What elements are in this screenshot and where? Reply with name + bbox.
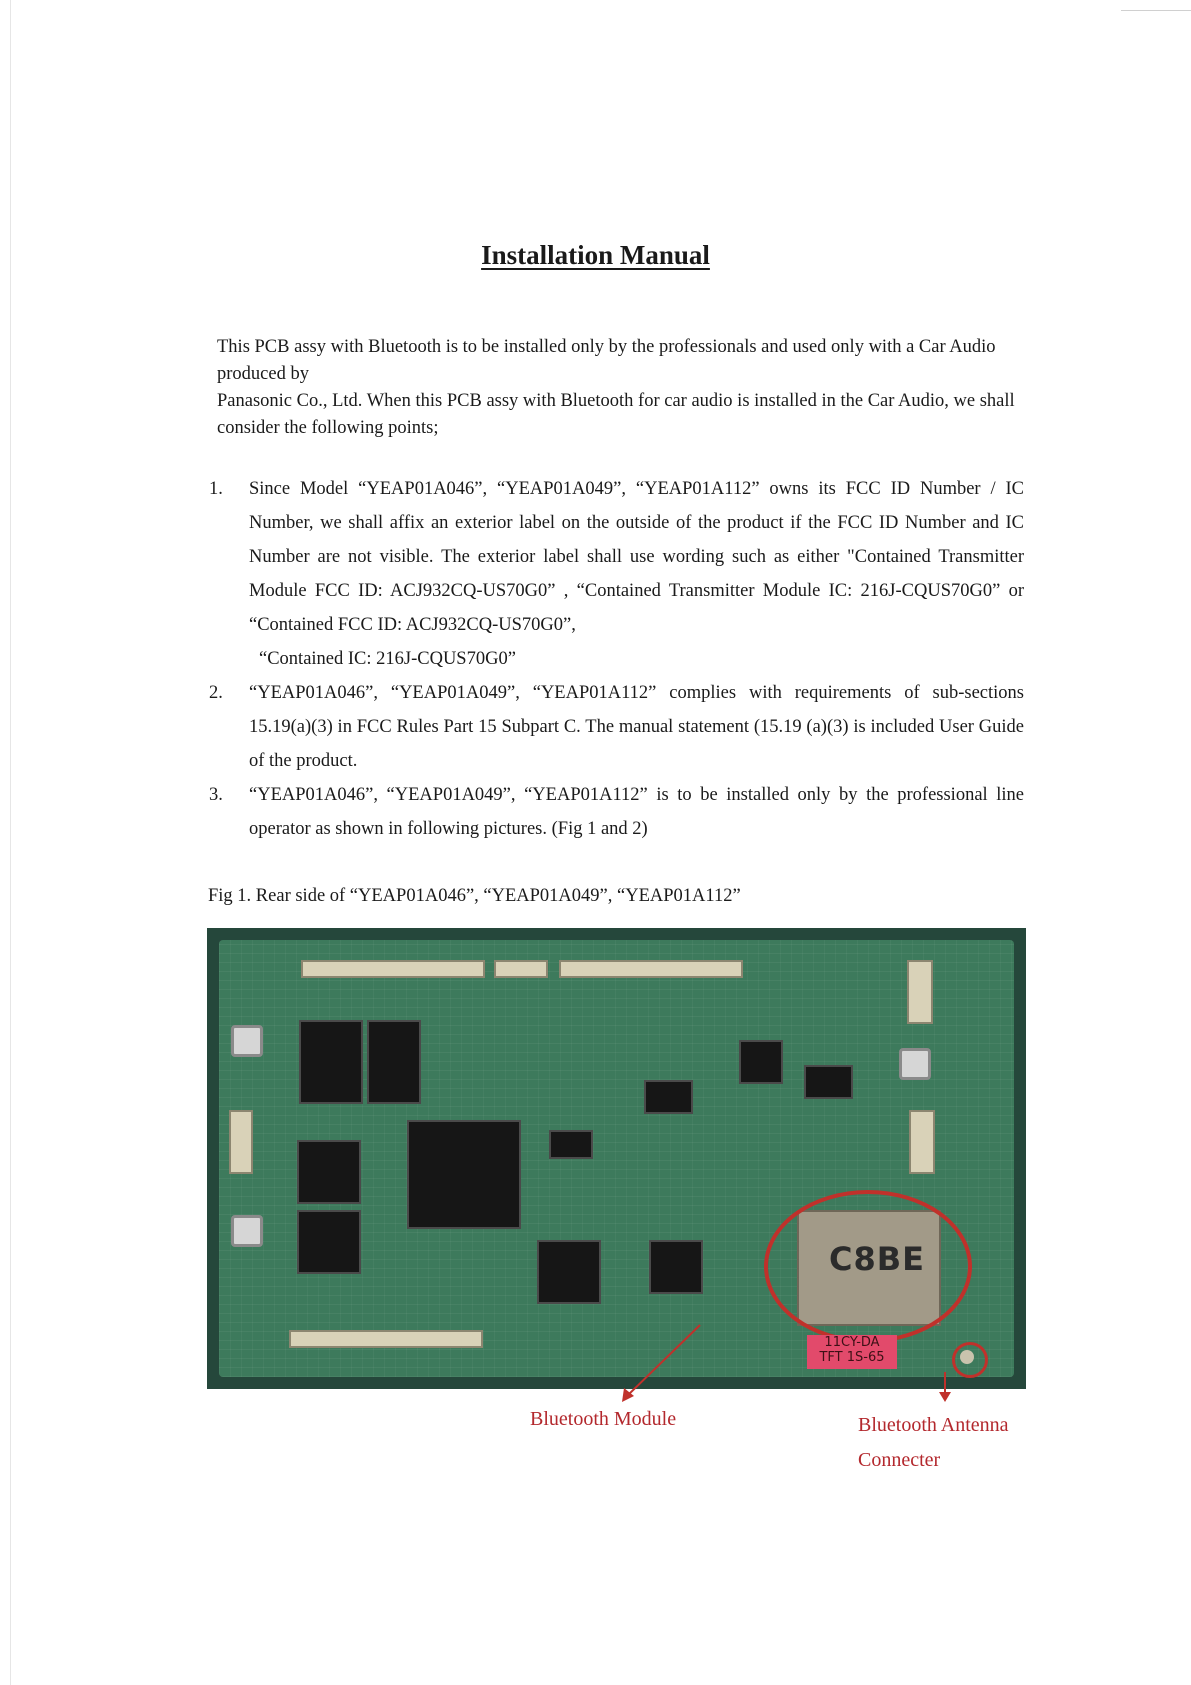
list-number: 2.: [209, 683, 223, 703]
list-number: 3.: [209, 785, 223, 805]
module-marking: C8BE: [829, 1240, 925, 1278]
list-number: 1.: [209, 479, 223, 499]
intro-line-2: Panasonic Co., Ltd. When this PCB assy with Bluetooth for car audio is installed in the Car Audio, we shall consider the following points;: [217, 391, 1015, 438]
list-text: “YEAP01A046”, “YEAP01A049”, “YEAP01A112” complies with requirements of sub-sections 15.19(a)(3) in FCC Rules Part 15 Subpart C. The manual statement (15.19 (a)(3) is included User Guide of the product.: [249, 683, 1024, 771]
module-arrow-line: [627, 1325, 700, 1396]
document-title-text: Installation Manual: [481, 240, 710, 270]
list-text: Since Model “YEAP01A046”, “YEAP01A049”, “YEAP01A112” owns its FCC ID Number / IC Number, we shall affix an exterior label on the outside of the product if the FCC ID Number and IC Number are not visible. The exterior label shall use wording such as either "Contained Transmitter Module FCC ID: ACJ932CQ-US70G0” , “Contained Transmitter Module IC: 216J-CQUS70G0” or “Contained FCC ID: ACJ932CQ-US70G0”,: [249, 479, 1024, 635]
antenna-arrow-head: [939, 1392, 951, 1402]
list-text-continuation: “Contained IC: 216J-CQUS70G0”: [259, 649, 516, 669]
antenna-label-line-1: Bluetooth Antenna: [858, 1414, 1009, 1436]
antenna-label-line-2: Connecter: [858, 1449, 941, 1471]
list-text: “YEAP01A046”, “YEAP01A049”, “YEAP01A112” is to be installed only by the professional line operator as shown in following pictures. (Fig 1 and 2): [249, 785, 1024, 839]
intro-line-1: This PCB assy with Bluetooth is to be installed only by the professionals and used only with a Car Audio produced by: [217, 337, 996, 384]
board-label-line-2: TFT 1S-65: [819, 1350, 885, 1365]
bluetooth-module-label: Bluetooth Module: [530, 1408, 677, 1430]
bluetooth-antenna-label: [858, 1408, 1058, 1478]
figure-caption: Fig 1. Rear side of “YEAP01A046”, “YEAP01A049”, “YEAP01A112”: [208, 886, 741, 906]
board-label-line-1: 11CY-DA: [824, 1335, 880, 1350]
